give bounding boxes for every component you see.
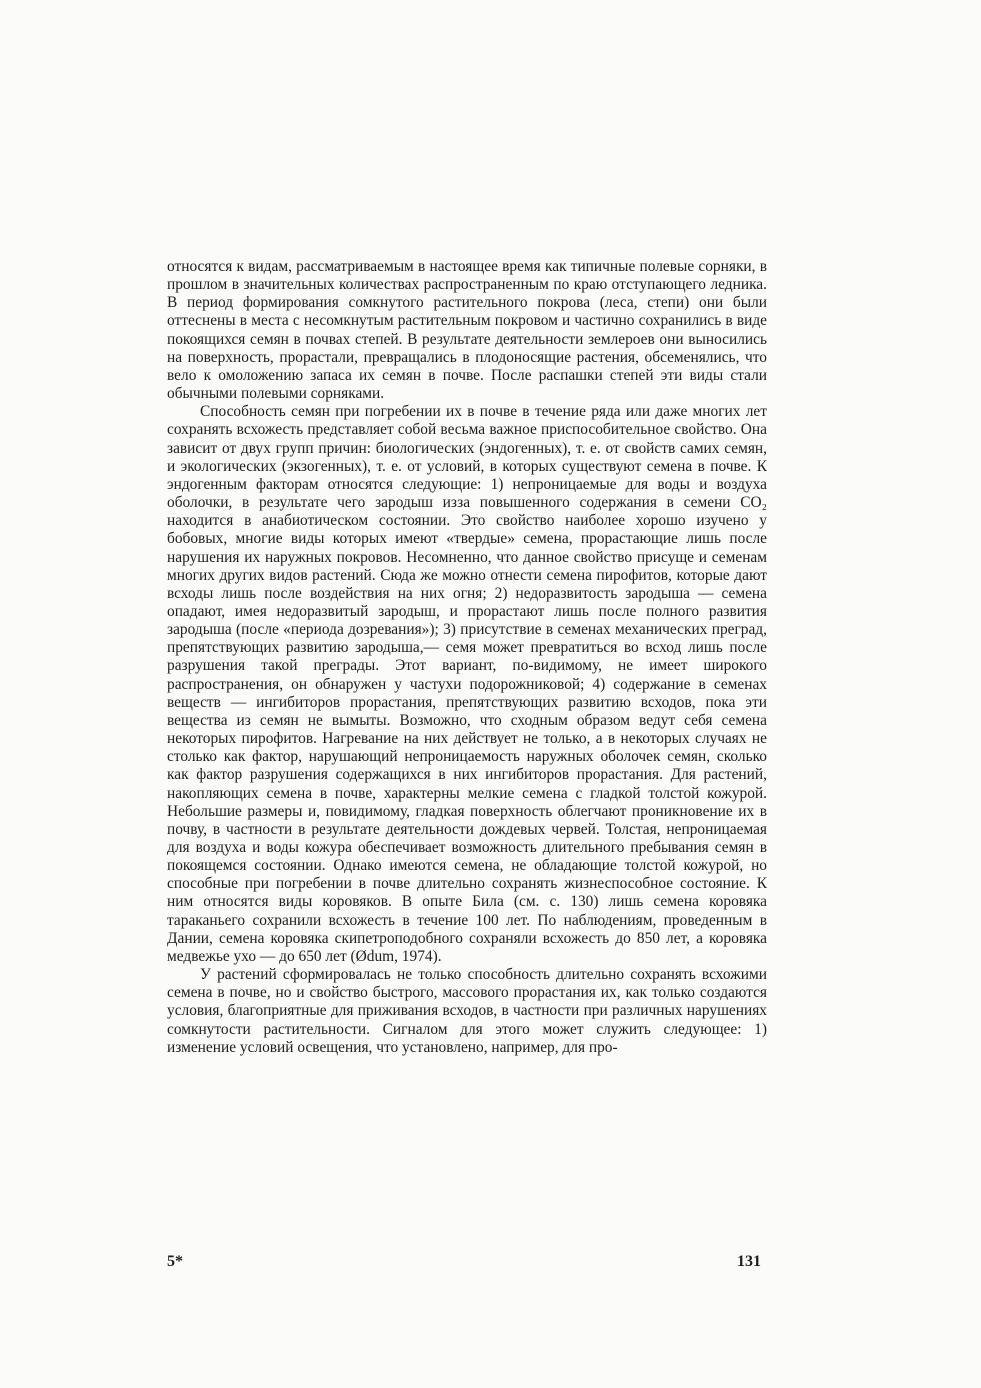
text-body [167, 258, 767, 1057]
paragraph-seed-viability: Способность семян при погребении их в почве в течение ряда или даже многих лет сохранять всхожесть представляет собой весьма важное приспособительное свойство. Она зависит от двух групп причин: биологических (эндогенных), т. е. от свойств самих семян, и экологических (экзогенных), т. е. от условий, в которых существуют семена в почве. К эндогенным факторам относятся следующие: 1) непроницаемые для воды и воздуха оболочки, в результате чего зародыш изза повышенного содержания в семени CO₂ находится в анабиотическом состоянии. Это свойство наиболее хорошо изучено у бобовых, многие виды которых имеют «твердые» семена, прорастающие лишь после нарушения их наружных покровов. Несомненно, что данное свойство присуще и семенам многих других видов растений. Сюда же можно отнести семена пирофитов, которые дают всходы лишь после воздействия на них огня; 2) недоразвитость зародыша — семена опадают, имея недоразвитый зародыш, и прорастают лишь после полного развития зародыша (после «периода дозревания»); 3) присутствие в семенах механических преград, препятствующих развитию зародыша,— семя может превратиться во всход лишь после разрушения такой преграды. Этот вариант, по-видимому, не имеет широкого распространения, он обнаружен у частухи подорожниковой; 4) содержание в семенах веществ — ингибиторов прорастания, препятствующих развитию всходов, пока эти вещества из семян не вымыты. Возможно, что сходным образом ведут себя семена некоторых пирофитов. Нагревание на них действует не только, а в некоторых случаях не столько как фактор, нарушающий непроницаемость наружных оболочек семян, сколько как фактор разрушения содержащихся в них ингибиторов прорастания. Для растений, накопляющих семена в почве, характерны мелкие семена с гладкой толстой кожурой. Небольшие размеры и, повидимому, гладкая поверхность облегчают проникновение их в почву, в частности в результате деятельности дождевых червей. Толстая, непроницаемая для воздуха и воды кожура обеспечивает возможность длительного пребывания семян в покоящемся состоянии. Однако имеются семена, не обладающие толстой кожурой, но способные при погребении в почве длительно сохранять жизнеспособное состояние. К ним относятся виды коровяков. В опыте Била (см. с. 130) лишь семена коровяка тараканьего сохранили всхожесть в течение 100 лет. По наблюдениям, проведенным в Дании, семена коровяка скипетроподобного сохраняли всхожесть до 850 лет, а коровяка медвежье ухо — до 650 лет (Ødum, 1974). [167, 403, 767, 965]
paragraph-continuation: относятся к видам, рассматриваемым в настоящее время как типичные полевые сорняки, в прошлом в значительных количествах распространенным по краю отступающего ледника. В период формирования сомкнутого растительного покрова (леса, степи) они были оттеснены в места с несомкнутым растительным покровом и частично сохранились в виде покоящихся семян в почвах степей. В результате деятельности землероев они выносились на поверхность, прорастали, превращались в плодоносящие растения, обсеменялись, что вело к омоложению запаса их семян в почве. После распашки степей эти виды стали обычными полевыми сорняками. [167, 258, 767, 403]
signature-mark: 5* [167, 1253, 183, 1270]
page-footer [167, 1253, 767, 1277]
paragraph-germination-signals: У растений сформировалась не только способность длительно сохранять всхожими семена в почве, но и свойство быстрого, массового прорастания их, как только создаются условия, благоприятные для приживания всходов, в частности при различных нарушениях сомкнутости растительности. Сигналом для этого может служить следующее: 1) изменение условий освещения, что установлено, например, для про- [167, 966, 767, 1056]
page-number: 131 [737, 1253, 761, 1270]
